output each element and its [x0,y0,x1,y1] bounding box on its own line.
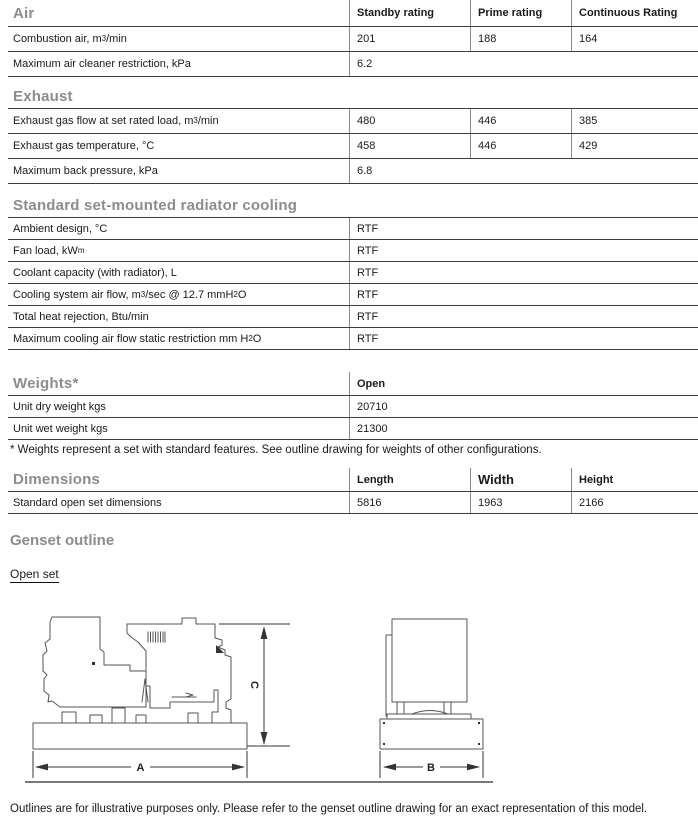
base-corner-mark [383,722,385,724]
column-header-open: Open [349,372,698,395]
spec-value: 446 [470,109,571,133]
air-header-row [8,0,698,27]
base-corner-mark [478,722,480,724]
spec-label: Fan load, kW m [13,244,85,257]
weights-table [8,372,698,440]
engine-port-mark [92,662,95,665]
column-header-continuous: Continuous Rating [571,0,698,26]
spec-value: 446 [470,134,571,158]
spec-row [8,396,698,418]
spec-value: 6.2 [349,52,698,76]
spec-value: RTF [349,262,698,283]
spec-label: Total heat rejection, Btu/min [13,310,149,323]
spec-value: 5816 [349,492,470,513]
spec-label: Combustion air, m 3 /min [13,33,127,45]
weights-header-row [8,372,698,396]
open-set-subtitle: Open set [10,567,59,581]
spec-label: Unit wet weight kgs [13,422,108,435]
spec-value: 2166 [571,492,698,513]
spec-value: RTF [349,328,698,349]
dimension-a-label: A [136,762,145,774]
spec-row [8,240,698,262]
spec-value: RTF [349,284,698,305]
dimension-b-label: B [427,762,435,774]
spec-label: Ambient design, °C [13,222,108,235]
column-header-width: Width [470,468,571,491]
exhaust-heading-row [8,87,698,109]
genset-outline-title: Genset outline [10,532,115,549]
spec-value: 480 [349,109,470,133]
dimension-b [380,751,483,778]
exhaust-table [8,87,698,184]
weights-footnote: * Weights represent a set with standard features. See outline drawing for weights of other configurations. [10,444,542,456]
spec-value: 385 [571,109,698,133]
outline-note: Outlines are for illustrative purposes only. Please refer to the genset outline drawing for an exact representation of this model. [10,803,648,815]
genset-outline-drawing [8,589,698,791]
spec-label: Exhaust gas temperature, °C [13,140,155,152]
spec-row [8,109,698,134]
column-header-height: Height [571,468,698,491]
spec-value: 188 [470,27,571,51]
radiator-outline [392,619,467,702]
base-corner-mark [478,743,480,745]
cooling-heading-row [8,196,698,218]
spec-row [8,262,698,284]
spec-row [8,284,698,306]
spec-value: 458 [349,134,470,158]
spec-row [8,52,698,77]
engine-foot [188,713,198,723]
exhaust-section-title: Exhaust [13,88,73,105]
dimensions-section-title-cell [8,468,349,491]
spec-label: Unit dry weight kgs [13,400,106,413]
spec-value: 429 [571,134,698,158]
dimensions-table [8,468,698,514]
dimensions-header-row [8,468,698,492]
end-view-drawing [380,619,483,778]
spec-value: 1963 [470,492,571,513]
spec-row [8,218,698,240]
spec-value: 201 [349,27,470,51]
column-header-prime: Prime rating [470,0,571,26]
engine-foot [136,715,146,723]
end-support-left [397,702,404,714]
cooling-section-title: Standard set-mounted radiator cooling [13,197,298,214]
spec-value: 6.8 [349,159,698,183]
weights-section-title-cell [8,372,349,395]
spec-value: 164 [571,27,698,51]
spec-label: Standard open set dimensions [13,496,162,509]
end-mounting-plate [387,714,471,719]
end-center-detail [412,711,448,715]
engine-foot [112,708,125,723]
spec-label: Cooling system air flow, m 3 /sec @ 12.7 mmH 2 O [13,288,247,301]
spec-label: Exhaust gas flow at set rated load, m 3 /min [13,115,219,127]
spec-row [8,492,698,514]
base-corner-mark [383,743,385,745]
spec-row [8,328,698,350]
end-support-right [444,702,451,714]
air-section-title: Air [13,4,35,22]
spec-label: Maximum cooling air flow static restriction mm H 2 O [13,332,262,345]
side-view-drawing [33,617,290,778]
spec-row [8,134,698,159]
genset-outline-svg [8,589,698,791]
end-base [380,719,483,749]
spec-label: Maximum air cleaner restriction, kPa [13,58,191,70]
spec-value: RTF [349,218,698,239]
spec-value: RTF [349,306,698,327]
spec-value: 21300 [349,418,698,439]
spec-value: RTF [349,240,698,261]
air-section-title-cell [8,0,349,26]
column-header-length: Length [349,468,470,491]
cooling-table [8,196,698,350]
engine-foot [62,712,76,723]
air-table [8,0,698,77]
spec-label: Coolant capacity (with radiator), L [13,266,177,279]
spec-row [8,306,698,328]
engine-foot [90,715,102,723]
column-header-standby: Standby rating [349,0,470,26]
dimension-a [33,751,247,778]
weights-section-title: Weights* [13,375,79,392]
dimensions-section-title: Dimensions [13,471,101,488]
spec-label: Maximum back pressure, kPa [13,165,158,177]
base-skid [33,723,247,749]
dimension-c-label: C [248,681,260,689]
radiator-left-pipe [386,635,392,716]
spec-value: 20710 [349,396,698,417]
spec-row [8,418,698,440]
spec-row [8,159,698,184]
spec-row [8,27,698,52]
